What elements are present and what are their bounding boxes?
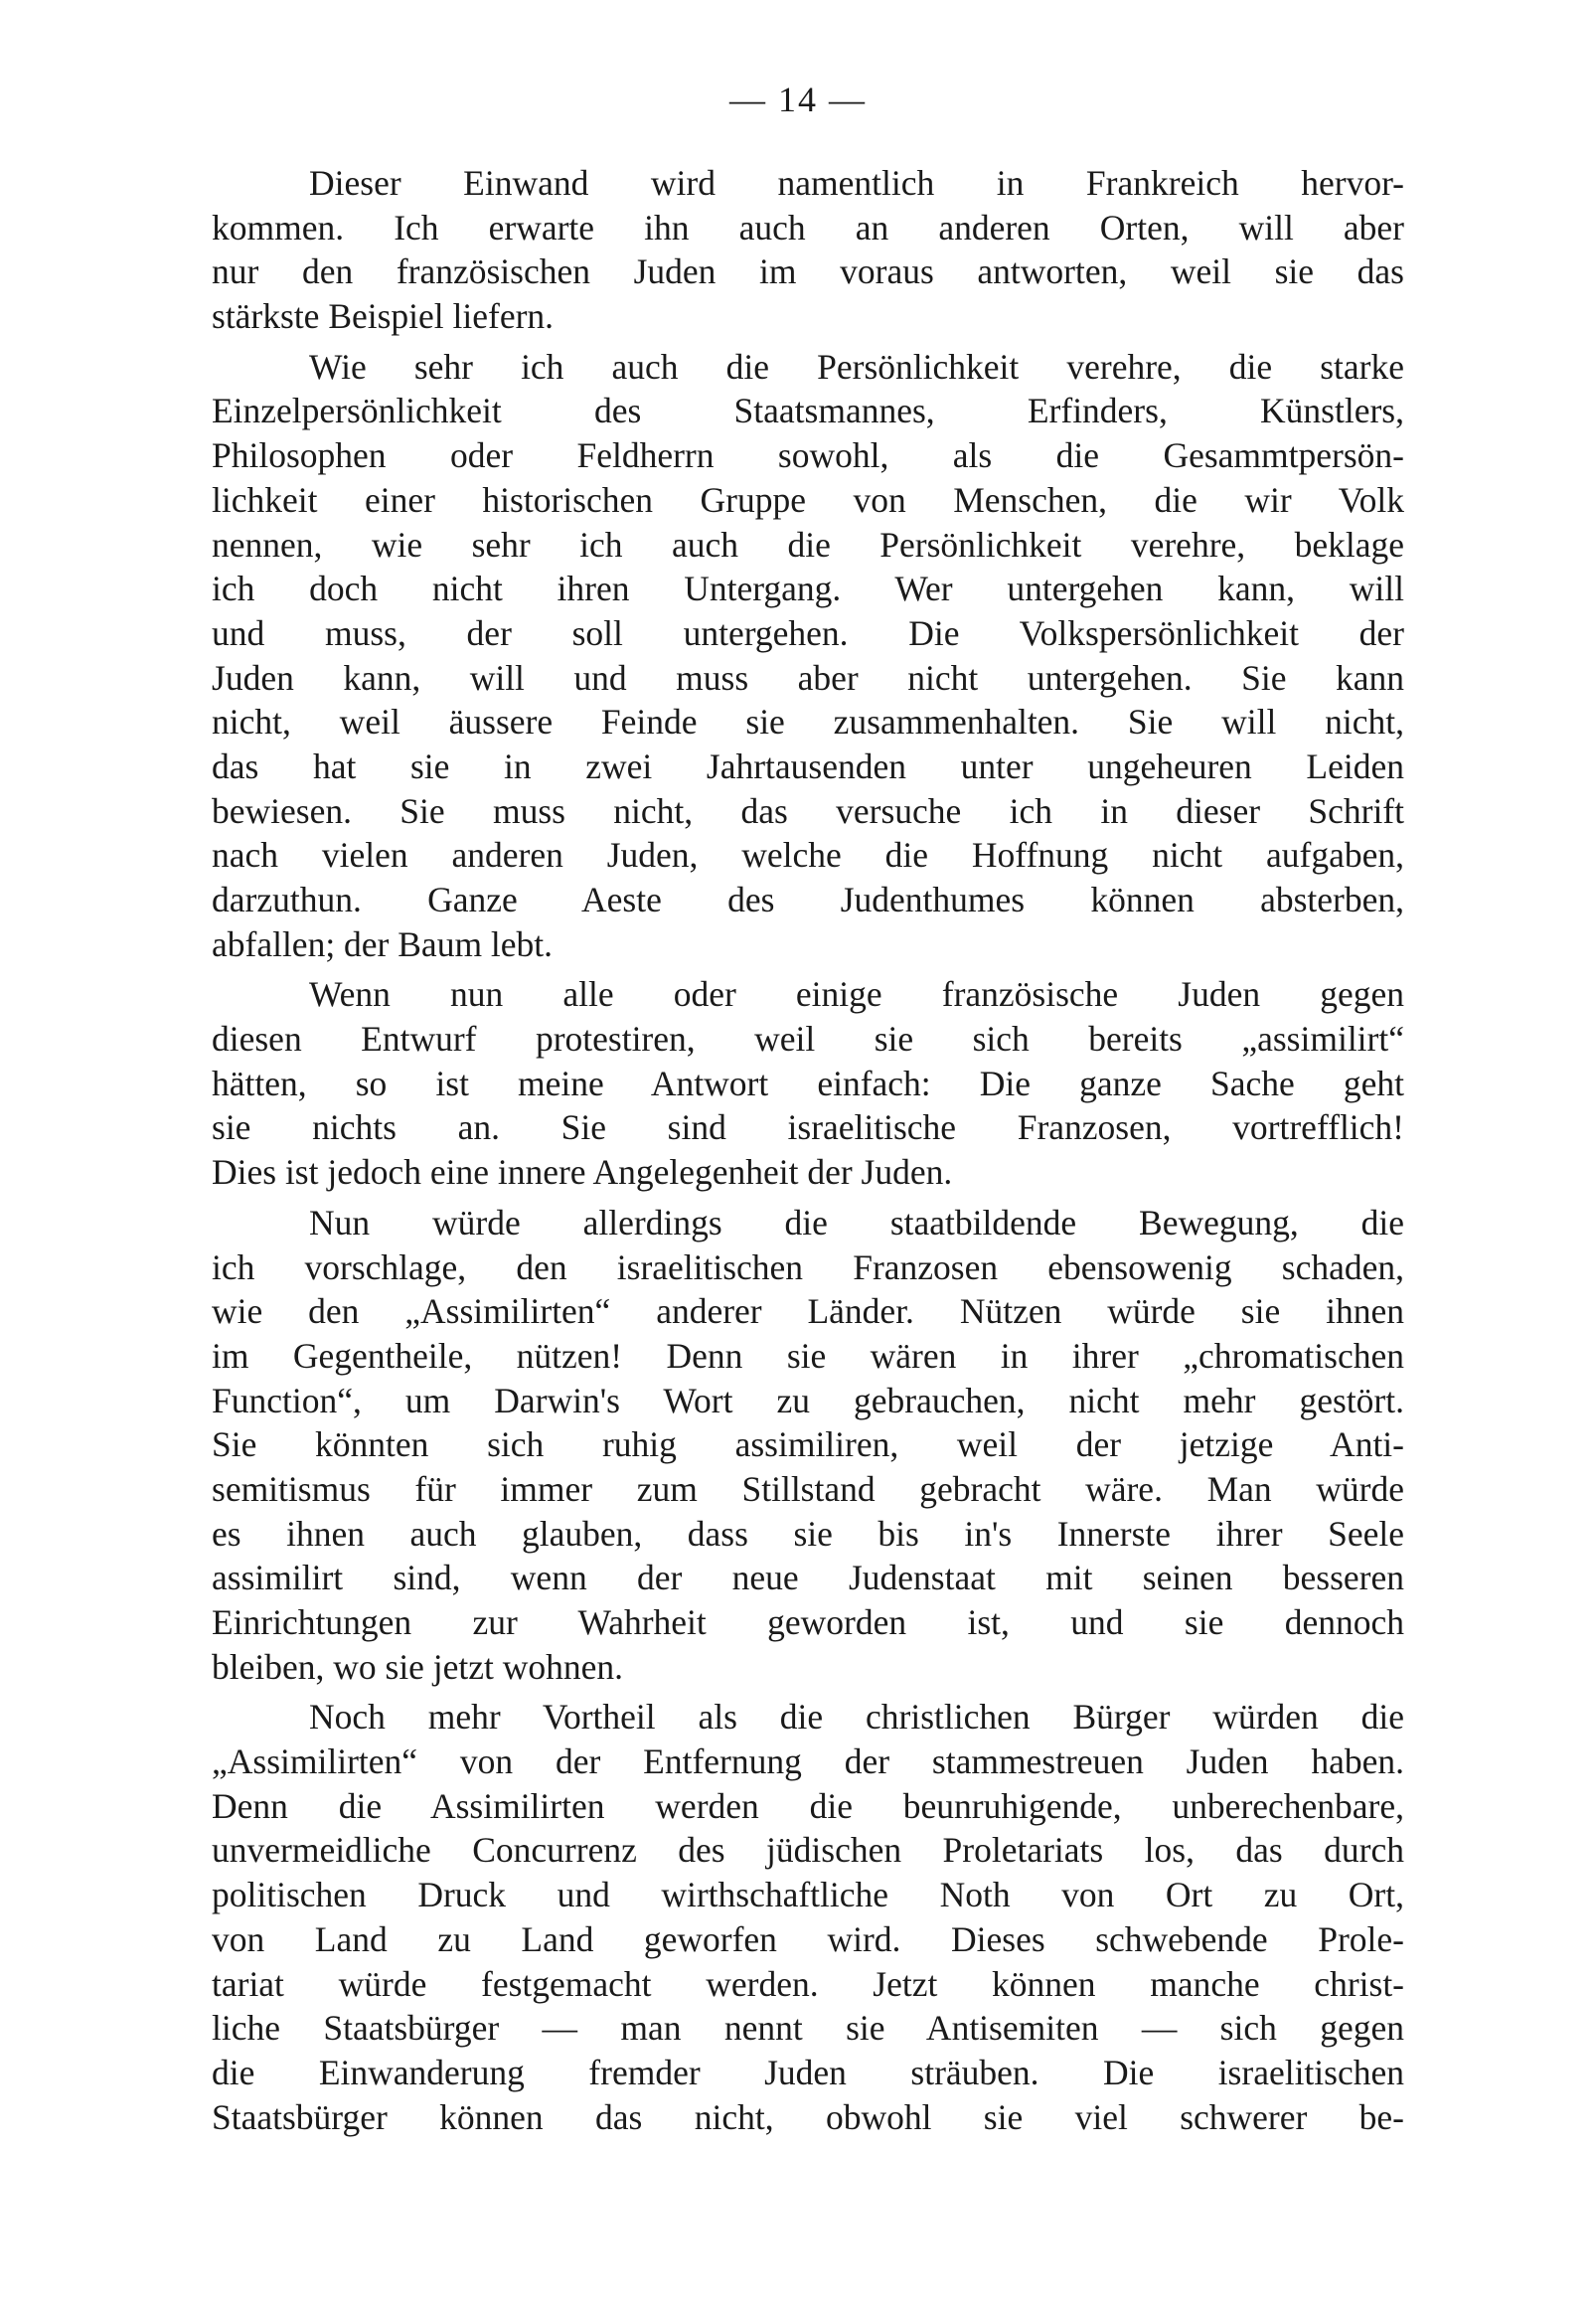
text-line: stärkste Beispiel liefern. [212,296,555,337]
text-line: nur den französischen Juden im voraus antworten, weil sie das [212,251,1404,292]
text-line: Noch mehr Vortheil als die christlichen Bürger würden die [309,1697,1404,1738]
paragraph [212,1201,1404,1690]
text-line: Staatsbürger können das nicht, obwohl sie viel schwerer be- [212,2096,1404,2137]
text-line: Dies ist jedoch eine innere Angelegenheit der Juden. [212,1152,953,1193]
text-line: Function“, um Darwin's Wort zu gebrauchen, nicht mehr gestört. [212,1380,1404,1420]
text-line: von Land zu Land geworfen wird. Dieses schwebende Prole- [212,1918,1404,1959]
text-line: diesen Entwurf protestiren, weil sie sich bereits „assimilirt“ [212,1019,1404,1060]
text-line: Einzelpersönlichkeit des Staatsmannes, Erfinders, Künstlers, [212,391,1404,431]
text-line: Philosophen oder Feldherrn sowohl, als die Gesammtpersön- [212,435,1404,476]
paragraph [212,345,1404,967]
paragraph [212,972,1404,1194]
text-line: Juden kann, will und muss aber nicht untergehen. Sie kann [212,657,1404,698]
text-line: Dieser Einwand wird namentlich in Frankreich hervor- [309,163,1404,203]
text-line: das hat sie in zwei Jahrtausenden unter ungeheuren Leiden [212,745,1404,786]
page-number: — 14 — [729,80,867,119]
text-line: Wie sehr ich auch die Persönlichkeit verehre, die starke [309,346,1404,387]
text-line: liche Staatsbürger — man nennt sie Antisemiten — sich gegen [212,2008,1404,2049]
text-line: im Gegentheile, nützen! Denn sie wären in ihrer „chromatischen [212,1335,1404,1376]
text-line: bleiben, wo sie jetzt wohnen. [212,1646,624,1687]
text-line: bewiesen. Sie muss nicht, das versuche ich in dieser Schrift [212,790,1404,831]
text-line: abfallen; der Baum lebt. [212,923,554,964]
text-line: semitismus für immer zum Stillstand gebracht wäre. Man würde [212,1468,1404,1509]
text-line: ich doch nicht ihren Untergang. Wer untergehen kann, will [212,569,1404,609]
text-line: wie den „Assimilirten“ anderer Länder. Nützen würde sie ihnen [212,1291,1404,1332]
text-line: nicht, weil äussere Feinde sie zusammenhalten. Sie will nicht, [212,702,1404,743]
text-line: Sie könnten sich ruhig assimiliren, weil der jetzige Anti- [212,1424,1404,1465]
text-line: und muss, der soll untergehen. Die Volkspersönlichkeit der [212,612,1404,653]
text-line: es ihnen auch glauben, dass sie bis in's Innerste ihrer Seele [212,1513,1404,1554]
paragraph [212,161,1404,339]
text-line: lichkeit einer historischen Gruppe von Menschen, die wir Volk [212,479,1404,520]
text-line: unvermeidliche Concurrenz des jüdischen Proletariats los, das durch [212,1830,1404,1871]
body-text [212,161,1404,2145]
text-line: hätten, so ist meine Antwort einfach: Die ganze Sache geht [212,1063,1404,1103]
paragraph [212,1695,1404,2139]
text-line: nach vielen anderen Juden, welche die Hoffnung nicht aufgaben, [212,835,1404,876]
text-line: tariat würde festgemacht werden. Jetzt können manche christ- [212,1963,1404,2004]
text-line: kommen. Ich erwarte ihn auch an anderen Orten, will aber [212,207,1404,248]
text-line: die Einwanderung fremder Juden sträuben. Die israelitischen [212,2052,1404,2092]
text-line: darzuthun. Ganze Aeste des Judenthumes können absterben, [212,880,1404,919]
text-line: assimilirt sind, wenn der neue Judenstaat mit seinen besseren [212,1558,1404,1598]
text-line: Einrichtungen zur Wahrheit geworden ist, und sie dennoch [212,1602,1404,1642]
text-line: nennen, wie sehr ich auch die Persönlichkeit verehre, beklage [212,524,1404,565]
text-line: Denn die Assimilirten werden die beunruhigende, unberechenbare, [212,1785,1404,1826]
text-line: sie nichts an. Sie sind israelitische Franzosen, vortrefflich! [212,1107,1404,1148]
text-line: „Assimilirten“ von der Entfernung der stammestreuen Juden haben. [212,1741,1404,1782]
text-line: Nun würde allerdings die staatbildende Bewegung, die [309,1202,1404,1242]
text-line: politischen Druck und wirthschaftliche Noth von Ort zu Ort, [212,1875,1404,1915]
text-line: Wenn nun alle oder einige französische Juden gegen [309,974,1404,1015]
text-line: ich vorschlage, den israelitischen Franzosen ebensowenig schaden, [212,1246,1404,1287]
